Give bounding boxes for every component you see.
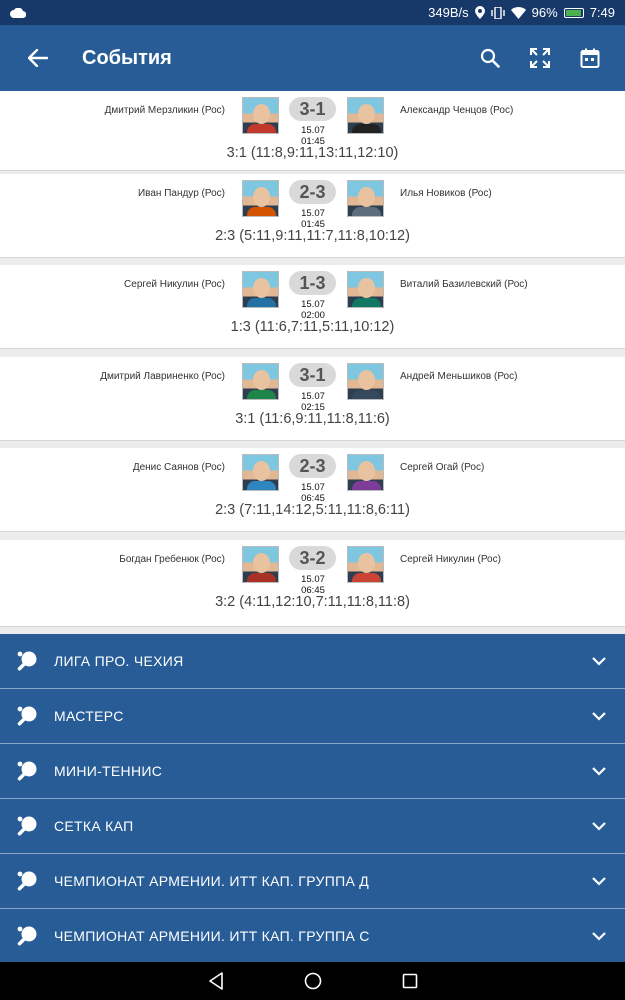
match-score: 3-1 <box>289 363 336 387</box>
calendar-button[interactable] <box>565 25 615 91</box>
system-nav-bar <box>0 962 625 1000</box>
league-name: СЕТКА КАП <box>54 818 134 834</box>
league-row[interactable] <box>0 799 625 854</box>
event-card[interactable] <box>0 448 625 532</box>
league-name: ЧЕМПИОНАТ АРМЕНИИ. ИТТ КАП. ГРУППА Д <box>54 873 370 889</box>
chevron-down-icon[interactable] <box>573 932 625 941</box>
search-button[interactable] <box>465 25 515 91</box>
match-time: 15.07 02:15 <box>301 391 325 413</box>
nav-home-icon[interactable] <box>304 972 322 990</box>
player1-avatar <box>242 546 279 583</box>
chevron-down-icon[interactable] <box>573 657 625 666</box>
ping-pong-icon <box>0 760 54 782</box>
match-time: 15.07 06:45 <box>301 482 325 504</box>
battery-icon <box>564 8 584 18</box>
player2-name: Александр Ченцов (Рос) <box>400 105 514 116</box>
wifi-icon <box>511 7 526 19</box>
fullscreen-icon <box>530 48 550 68</box>
match-time: 15.07 01:45 <box>301 125 325 147</box>
event-card[interactable] <box>0 174 625 258</box>
league-name: МАСТЕРС <box>54 708 124 724</box>
event-card[interactable] <box>0 357 625 441</box>
league-row[interactable] <box>0 744 625 799</box>
chevron-down-icon[interactable] <box>573 767 625 776</box>
match-score: 1-3 <box>289 271 336 295</box>
back-arrow-icon <box>28 49 48 67</box>
status-bar <box>0 0 625 25</box>
ping-pong-icon <box>0 705 54 727</box>
match-score: 2-3 <box>289 454 336 478</box>
player2-name: Сергей Огай (Рос) <box>400 462 485 473</box>
player1-avatar <box>242 97 279 134</box>
nav-recents-icon[interactable] <box>402 973 418 989</box>
event-card[interactable] <box>0 91 625 171</box>
league-row[interactable] <box>0 909 625 964</box>
back-button[interactable] <box>0 25 76 91</box>
player1-avatar <box>242 271 279 308</box>
league-row[interactable] <box>0 854 625 909</box>
player2-avatar <box>347 271 384 308</box>
player1-name: Денис Саянов (Рос) <box>132 462 225 473</box>
player2-name: Виталий Базилевский (Рос) <box>400 279 528 290</box>
player2-avatar <box>347 363 384 400</box>
match-time: 15.07 06:45 <box>301 574 325 596</box>
app-bar <box>0 25 625 91</box>
chevron-down-icon[interactable] <box>573 877 625 886</box>
event-card[interactable] <box>0 540 625 627</box>
player1-name: Дмитрий Лавриненко (Рос) <box>100 371 225 382</box>
events-container <box>0 91 625 631</box>
player2-name: Илья Новиков (Рос) <box>400 188 492 199</box>
league-row[interactable] <box>0 634 625 689</box>
player2-name: Андрей Меньшиков (Рос) <box>400 371 518 382</box>
ping-pong-icon <box>0 870 54 892</box>
player1-name: Богдан Гребенюк (Рос) <box>119 554 225 565</box>
battery-percent: 96% <box>531 5 558 20</box>
player1-avatar <box>242 363 279 400</box>
set-scores: 3:2 (4:11,12:10,7:11,11:8,11:8) <box>215 594 410 610</box>
chevron-down-icon[interactable] <box>573 712 625 721</box>
leagues-list <box>0 634 625 964</box>
league-name: ЛИГА ПРО. ЧЕХИЯ <box>54 653 184 669</box>
vibrate-icon <box>491 7 505 19</box>
player1-name: Иван Пандур (Рос) <box>137 188 225 199</box>
set-scores: 2:3 (5:11,9:11,11:7,11:8,10:12) <box>215 228 410 244</box>
network-speed: 349B/s <box>428 5 469 20</box>
match-time: 15.07 01:45 <box>301 208 325 230</box>
ping-pong-icon <box>0 815 54 837</box>
page-title: События <box>82 46 172 69</box>
set-scores: 2:3 (7:11,14:12,5:11,11:8,6:11) <box>215 502 410 518</box>
cloud-icon <box>10 8 26 18</box>
set-scores: 3:1 (11:6,9:11,11:8,11:6) <box>235 411 390 427</box>
match-score: 3-2 <box>289 546 336 570</box>
player2-avatar <box>347 97 384 134</box>
location-icon <box>475 6 485 19</box>
match-score: 2-3 <box>289 180 336 204</box>
league-row[interactable] <box>0 689 625 744</box>
event-card[interactable] <box>0 265 625 349</box>
player1-name: Сергей Никулин (Рос) <box>124 279 225 290</box>
player2-avatar <box>347 454 384 491</box>
ping-pong-icon <box>0 650 54 672</box>
ping-pong-icon <box>0 925 54 947</box>
clock: 7:49 <box>589 5 615 20</box>
chevron-down-icon[interactable] <box>573 822 625 831</box>
match-time: 15.07 02:00 <box>301 299 325 321</box>
calendar-icon <box>580 48 600 68</box>
player2-avatar <box>347 180 384 217</box>
player2-avatar <box>347 546 384 583</box>
league-name: ЧЕМПИОНАТ АРМЕНИИ. ИТТ КАП. ГРУППА С <box>54 928 370 944</box>
player1-avatar <box>242 454 279 491</box>
search-icon <box>480 48 500 68</box>
fullscreen-button[interactable] <box>515 25 565 91</box>
player1-name: Дмитрий Мерзликин (Рос) <box>104 105 225 116</box>
player2-name: Сергей Никулин (Рос) <box>400 554 501 565</box>
league-name: МИНИ-ТЕННИС <box>54 763 163 779</box>
player1-avatar <box>242 180 279 217</box>
match-score: 3-1 <box>289 97 336 121</box>
nav-back-icon[interactable] <box>208 972 224 990</box>
set-scores: 1:3 (11:6,7:11,5:11,10:12) <box>230 319 395 335</box>
set-scores: 3:1 (11:8,9:11,13:11,12:10) <box>226 145 399 161</box>
